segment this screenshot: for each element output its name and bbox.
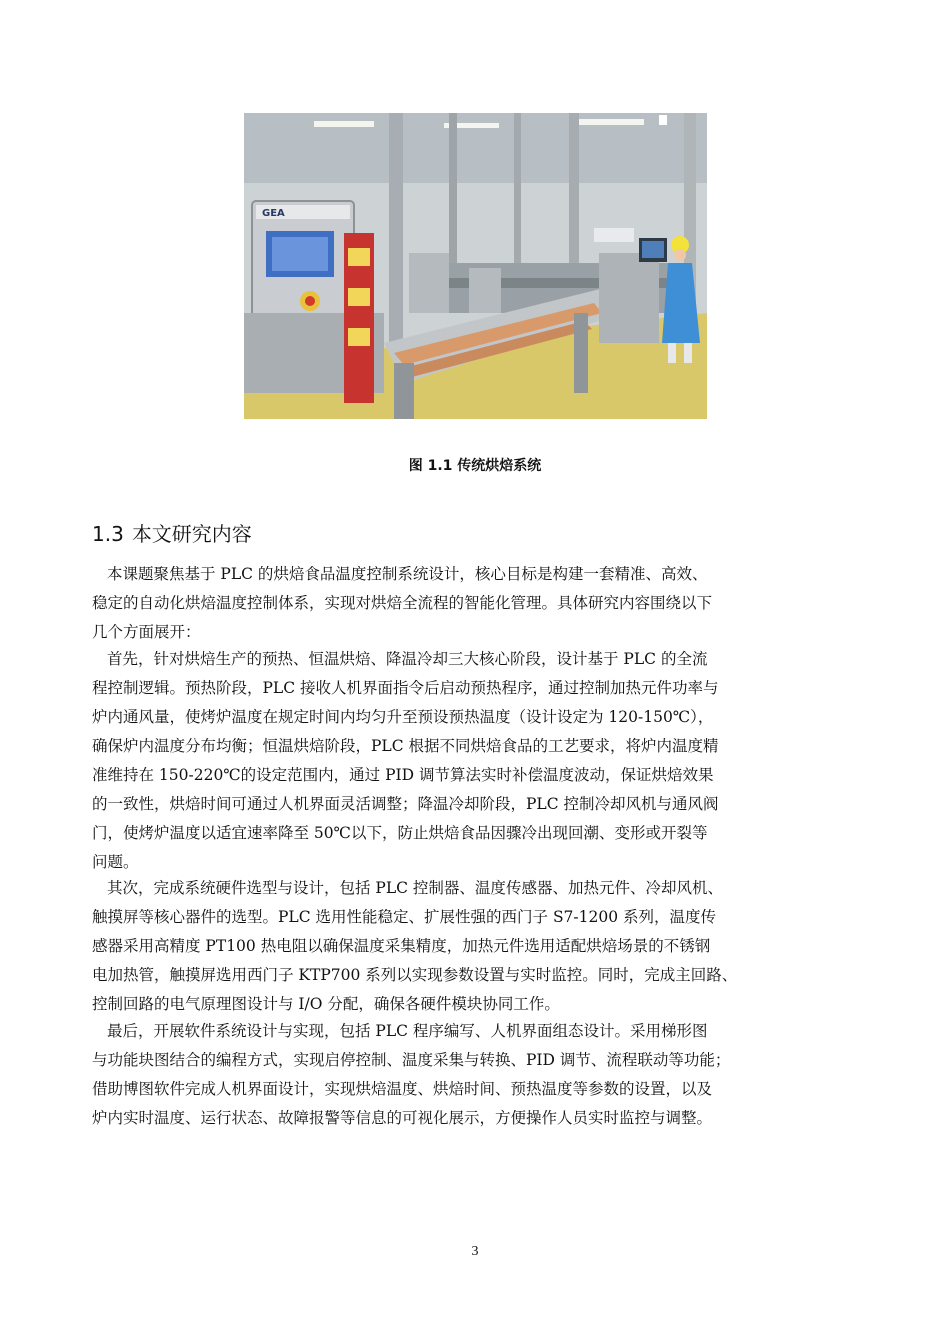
text-line: 首先，针对烘焙生产的预热、恒温烘焙、降温冷却三大核心阶段，设计基于 PLC 的全流 (107, 650, 708, 668)
text-line: 的一致性，烘焙时间可通过人机界面灵活调整；降温冷却阶段，PLC 控制冷却风机与通风阀 (92, 795, 719, 813)
section-number: 1.3 (92, 522, 124, 546)
text-line: 门，使烤炉温度以适宜速率降至 50℃以下，防止烘焙食品因骤冷出现回潮、变形或开裂等 (92, 824, 708, 842)
figure-image-factory (244, 113, 707, 419)
text-line: 准维持在 150-220℃的设定范围内，通过 PID 调节算法实时补偿温度波动，保证烘焙效果 (92, 766, 714, 784)
text-line: 炉内实时温度、运行状态、故障报警等信息的可视化展示，方便操作人员实时监控与调整。 (92, 1109, 713, 1127)
svg-text:GEA: GEA (262, 208, 285, 219)
paragraph-first (92, 645, 862, 877)
text-line: 电加热管，触摸屏选用西门子 KTP700 系列以实现参数设置与实时监控。同时，完成主回路、 (92, 966, 738, 984)
text-line: 问题。 (92, 853, 139, 871)
text-line: 最后，开展软件系统设计与实现，包括 PLC 程序编写、人机界面组态设计。采用梯形图 (107, 1022, 708, 1040)
text-line: 触摸屏等核心器件的选型。PLC 选用性能稳定、扩展性强的西门子 S7-1200 系列，温度传 (92, 908, 717, 926)
section-title: 本文研究内容 (131, 522, 252, 546)
section-heading (92, 518, 252, 547)
figure-caption: 图 1.1 传统烘焙系统 (408, 458, 542, 474)
text-line: 稳定的自动化烘焙温度控制体系，实现对烘焙全流程的智能化管理。具体研究内容围绕以下 (92, 594, 713, 612)
text-line: 几个方面展开： (92, 623, 201, 641)
text-line: 借助博图软件完成人机界面设计，实现烘焙温度、烘焙时间、预热温度等参数的设置，以及 (92, 1080, 713, 1098)
text-line: 控制回路的电气原理图设计与 I/O 分配，确保各硬件模块协同工作。 (92, 995, 560, 1013)
paragraph-second (92, 874, 862, 1019)
text-line: 其次，完成系统硬件选型与设计，包括 PLC 控制器、温度传感器、加热元件、冷却风机、 (107, 879, 723, 897)
page-number: 3 (471, 1244, 479, 1259)
text-line: 本课题聚焦基于 PLC 的烘焙食品温度控制系统设计，核心目标是构建一套精准、高效、 (107, 565, 708, 583)
text-line: 程控制逻辑。预热阶段，PLC 接收人机界面指令后启动预热程序，通过控制加热元件功率与 (92, 679, 719, 697)
text-line: 与功能块图结合的编程方式，实现启停控制、温度采集与转换、PID 调节、流程联动等功能； (92, 1051, 731, 1069)
text-line: 炉内通风量，使烤炉温度在规定时间内均匀升至预设预热温度（设计设定为 120-150℃）， (92, 708, 714, 726)
text-line: 感器采用高精度 PT100 热电阻以确保温度采集精度，加热元件选用适配烘焙场景的不锈钢 (92, 937, 711, 955)
paragraph-intro (92, 560, 862, 647)
paragraph-third (92, 1017, 862, 1133)
text-line: 确保炉内温度分布均衡；恒温烘焙阶段，PLC 根据不同烘焙食品的工艺要求，将炉内温度精 (92, 737, 719, 755)
